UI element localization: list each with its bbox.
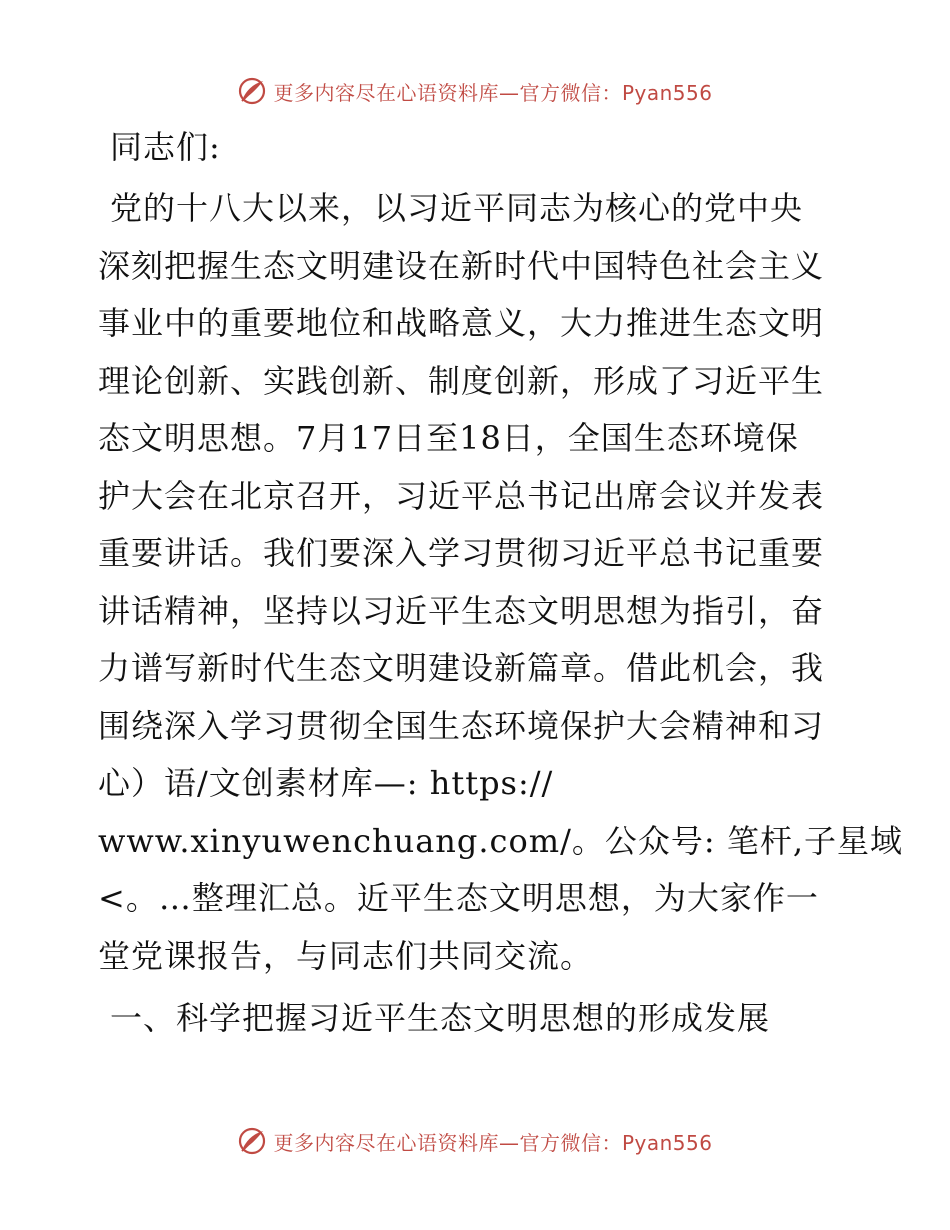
paragraph-line: 态文明思想。7月17日至18日，全国生态环境保: [98, 419, 799, 457]
paragraph-line: 堂党课报告，与同志们共同交流。: [98, 936, 594, 975]
header-banner: [0, 71, 950, 111]
paragraph-line: 围绕深入学习贯彻全国生态环境保护大会精神和习: [98, 706, 825, 745]
paragraph-line: 深刻把握生态文明建设在新时代中国特色社会主义: [98, 246, 825, 285]
paragraph-line: 心）语/文创素材库—: https://: [98, 764, 554, 802]
footer-banner-text: 更多内容尽在心语资料库—官方微信：Pyan556: [273, 1130, 713, 1155]
paragraph-line: 党的十八大以来，以习近平同志为核心的党中央: [110, 189, 804, 227]
footer-banner: [0, 1121, 950, 1161]
paragraph-line: 力谱写新时代生态文明建设新篇章。借此机会，我: [98, 649, 825, 687]
quill-pen-logo-icon: [237, 76, 267, 106]
greeting: 同志们:: [110, 128, 221, 166]
section-heading: 一、科学把握习近平生态文明思想的形成发展: [110, 999, 771, 1037]
paragraph-line: 事业中的重要地位和战略意义，大力推进生态文明: [98, 304, 825, 342]
paragraph-line: 重要讲话。我们要深入学习贯彻习近平总书记重要: [98, 534, 825, 572]
paragraph-line: <。…整理汇总。近平生态文明思想，为大家作一: [98, 879, 819, 917]
paragraph-line: 理论创新、实践创新、制度创新，形成了习近平生: [98, 361, 825, 400]
paragraph-line: 讲话精神，坚持以习近平生态文明思想为指引，奋: [98, 591, 825, 630]
header-banner-text: 更多内容尽在心语资料库—官方微信：Pyan556: [273, 80, 713, 105]
paragraph-line: www.xinyuwenchuang.com/。公众号: 笔杆,子星域: [98, 821, 903, 860]
main-paragraph: [98, 180, 903, 985]
paragraph-line: 护大会在北京召开，习近平总书记出席会议并发表: [98, 476, 825, 515]
quill-pen-logo-icon: [237, 1126, 267, 1156]
document-body: [98, 118, 903, 1047]
